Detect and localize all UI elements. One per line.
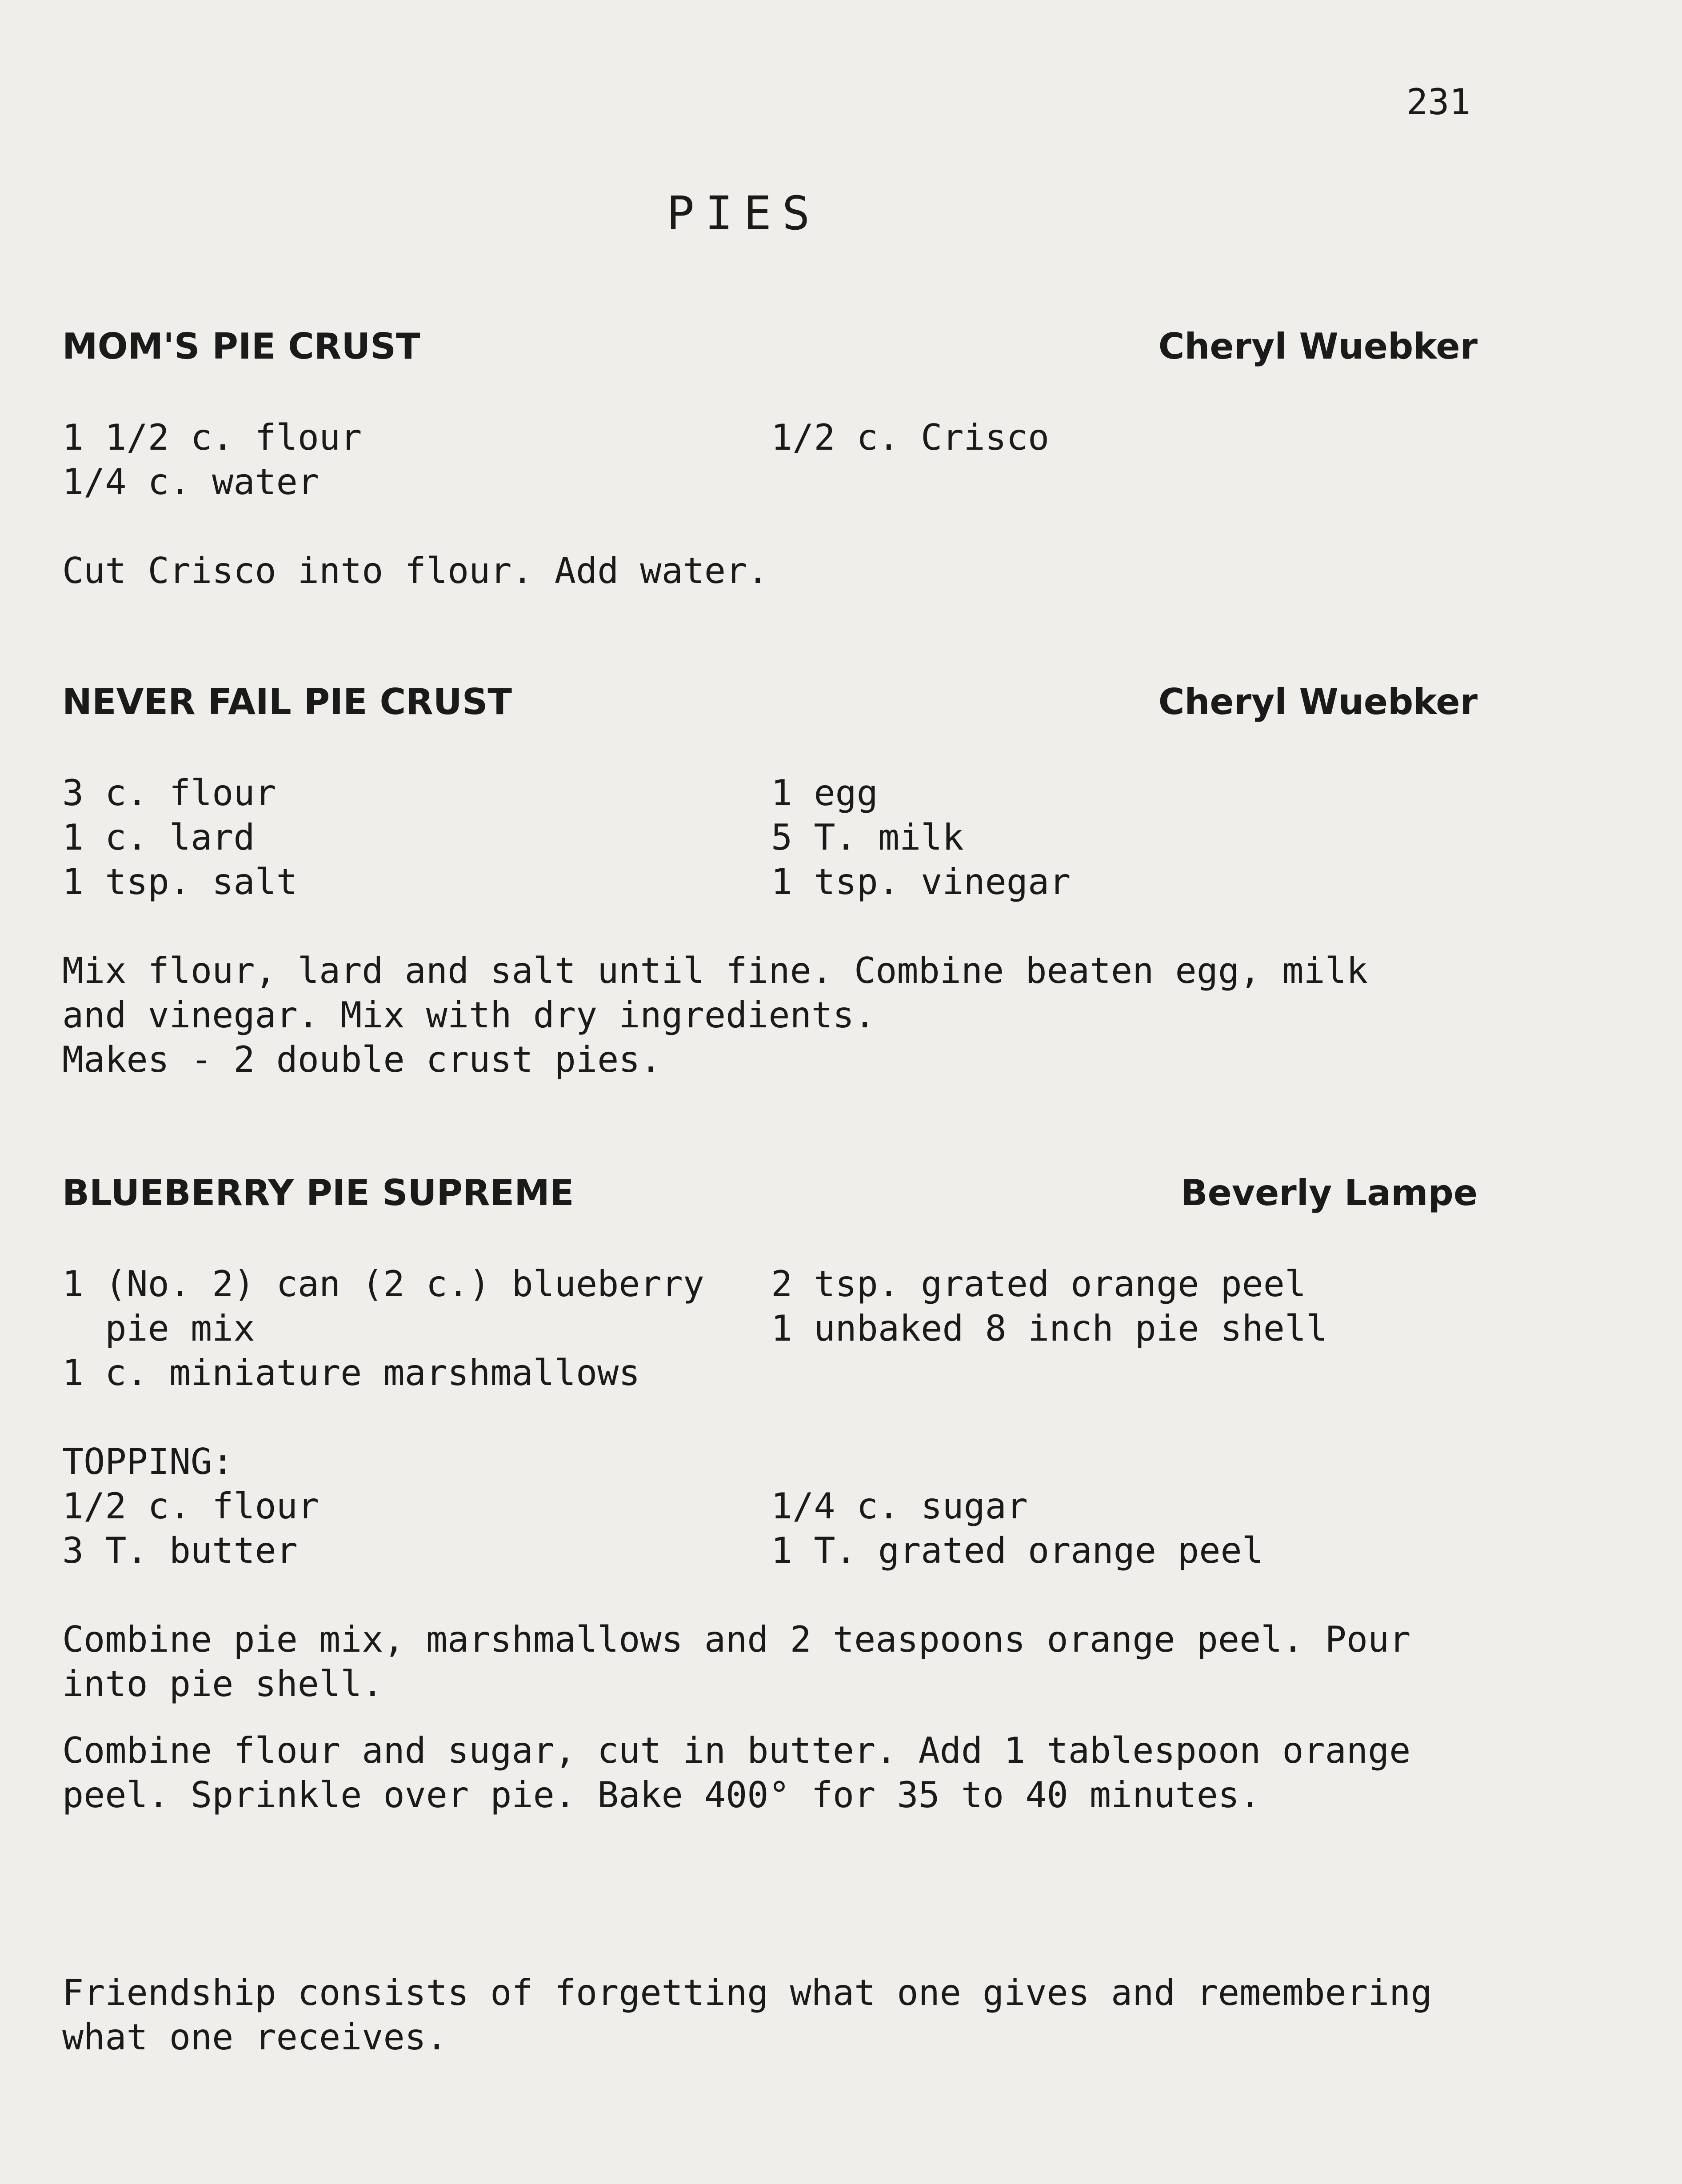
ingredient: 1/4 c. sugar (771, 1485, 1028, 1527)
recipe-header-never-fail-pie-crust (62, 680, 1478, 724)
ingredient: 1 egg (771, 772, 878, 814)
ingredient: 1 c. lard (62, 817, 255, 858)
ingredients-left (62, 415, 362, 504)
ingredient: pie mix (62, 1308, 255, 1349)
recipe-title: NEVER FAIL PIE CRUST (62, 681, 512, 723)
ingredients-left (62, 771, 298, 904)
ingredient: 3 T. butter (62, 1530, 298, 1571)
recipe-directions: Cut Crisco into flour. Add water. (62, 550, 769, 591)
page-number: 231 (1406, 81, 1471, 123)
recipe-header-blueberry-pie-supreme (62, 1171, 1478, 1215)
ingredient: 1 T. grated orange peel (771, 1530, 1263, 1571)
ingredients-right (771, 415, 1049, 460)
ingredient: 5 T. milk (771, 817, 964, 858)
recipe-directions: Combine pie mix, marshmallows and 2 teaspoons orange peel. Pour into pie shell. (62, 1619, 1411, 1705)
ingredients-right (771, 1262, 1327, 1351)
ingredient: 2 tsp. grated orange peel (771, 1263, 1306, 1305)
recipe-author: Cheryl Wuebker (1158, 681, 1478, 723)
topping-label: TOPPING: (62, 1441, 234, 1482)
ingredients-left (62, 1262, 704, 1395)
ingredient: 1 unbaked 8 inch pie shell (771, 1308, 1328, 1349)
topping-right (771, 1484, 1263, 1573)
ingredient: 1 c. miniature marshmallows (62, 1352, 640, 1393)
recipe-directions-topping: Combine flour and sugar, cut in butter. Add 1 tablespoon orange peel. Sprinkle over pie. Bake 400° for 35 to 40 minutes. (62, 1730, 1411, 1816)
ingredient: 1 (No. 2) can (2 c.) blueberry (62, 1263, 704, 1305)
ingredients-right (771, 771, 1071, 904)
ingredient: 1/2 c. Crisco (771, 417, 1050, 458)
page-title: PIES (667, 186, 821, 240)
ingredient: 1/2 c. flour (62, 1485, 319, 1527)
recipe-author: Cheryl Wuebker (1158, 326, 1478, 367)
recipe-title: MOM'S PIE CRUST (62, 326, 420, 367)
ingredient: 3 c. flour (62, 772, 276, 814)
recipe-author: Beverly Lampe (1180, 1172, 1478, 1214)
ingredient: 1 tsp. salt (62, 861, 298, 902)
ingredient: 1 tsp. vinegar (771, 861, 1071, 902)
topping-section (62, 1440, 319, 1573)
recipe-directions: Mix flour, lard and salt until fine. Combine beaten egg, milk and vinegar. Mix with dry ingredients. Makes - 2 double crust pies. (62, 950, 1368, 1080)
recipe-title: BLUEBERRY PIE SUPREME (62, 1172, 574, 1214)
recipe-header-moms-pie-crust (62, 324, 1478, 369)
friendship-quote: Friendship consists of forgetting what one gives and remembering what one receives. (62, 1972, 1432, 2058)
ingredient: 1/4 c. water (62, 461, 319, 503)
ingredient: 1 1/2 c. flour (62, 417, 362, 458)
